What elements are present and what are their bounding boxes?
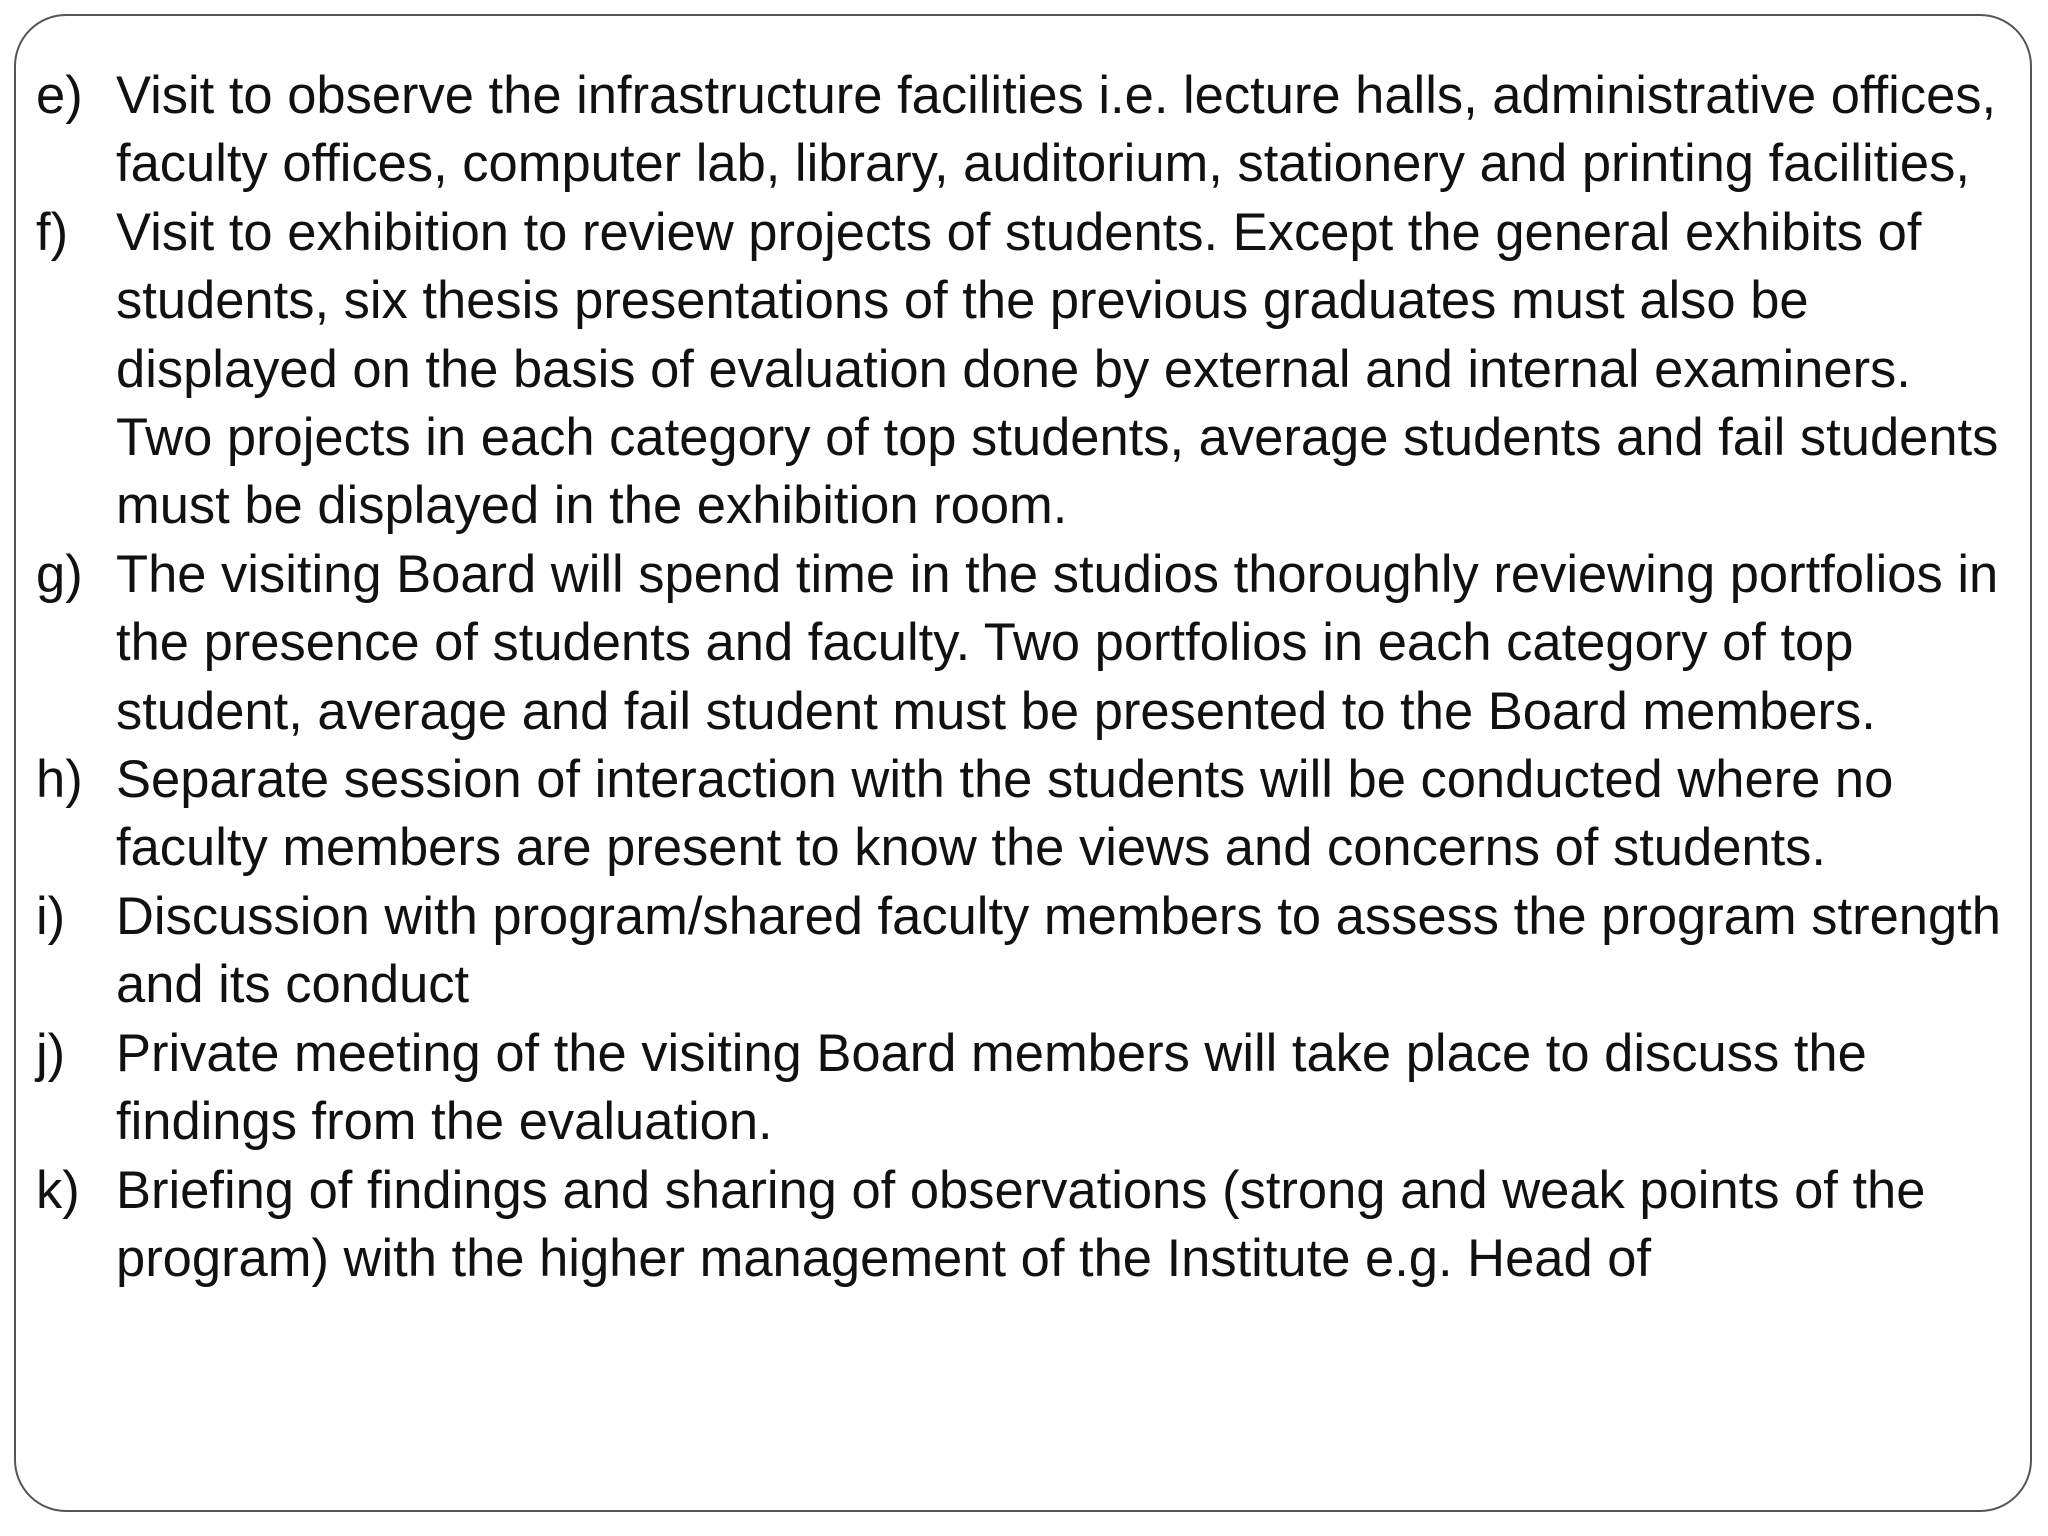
list-marker: i) <box>36 886 66 946</box>
list-item-text: Visit to observe the infrastructure facilities i.e. lecture halls, administrative offices, faculty offices, computer lab, library, auditorium, stationery and printing facilities, <box>116 66 1997 194</box>
procedure-list <box>0 62 2048 1293</box>
list-item-h <box>0 746 2048 883</box>
list-item-text: Private meeting of the visiting Board members will take place to discuss the findings from the evaluation. <box>116 1023 1867 1152</box>
list-item-text: The visiting Board will spend time in the studios thoroughly reviewing portfolios in the presence of students and faculty. Two portfolios in each category of top student, average and fail student must be presented to the Board members. <box>116 544 1999 741</box>
list-marker: f) <box>36 202 69 262</box>
list-marker: k) <box>36 1160 80 1220</box>
list-item-text: Separate session of interaction with the students will be conducted where no faculty members are present to know the views and concerns of students. <box>116 750 1894 878</box>
list-item-k <box>0 1157 2048 1294</box>
list-item-f <box>0 199 2048 541</box>
list-item-j <box>0 1020 2048 1157</box>
list-item-text: Discussion with program/shared faculty members to assess the program strength and its conduct <box>116 886 2001 1015</box>
list-item-e <box>0 62 2048 199</box>
list-item-text: Visit to exhibition to review projects of students. Except the general exhibits of students, six thesis presentations of the previous graduates must also be displayed on the basis of evaluation done by external and internal examiners. Two projects in each category of top students, average students and fail students must be displayed in the exhibition room. <box>116 202 1999 536</box>
list-item-i <box>0 883 2048 1020</box>
list-marker: h) <box>36 750 83 810</box>
list-marker: g) <box>36 544 83 604</box>
list-item-text: Briefing of findings and sharing of observations (strong and weak points of the program) with the higher management of the Institute e.g. Head of <box>116 1160 1926 1288</box>
list-item-g <box>0 541 2048 746</box>
list-marker: j) <box>36 1023 66 1083</box>
list-marker: e) <box>36 66 83 125</box>
